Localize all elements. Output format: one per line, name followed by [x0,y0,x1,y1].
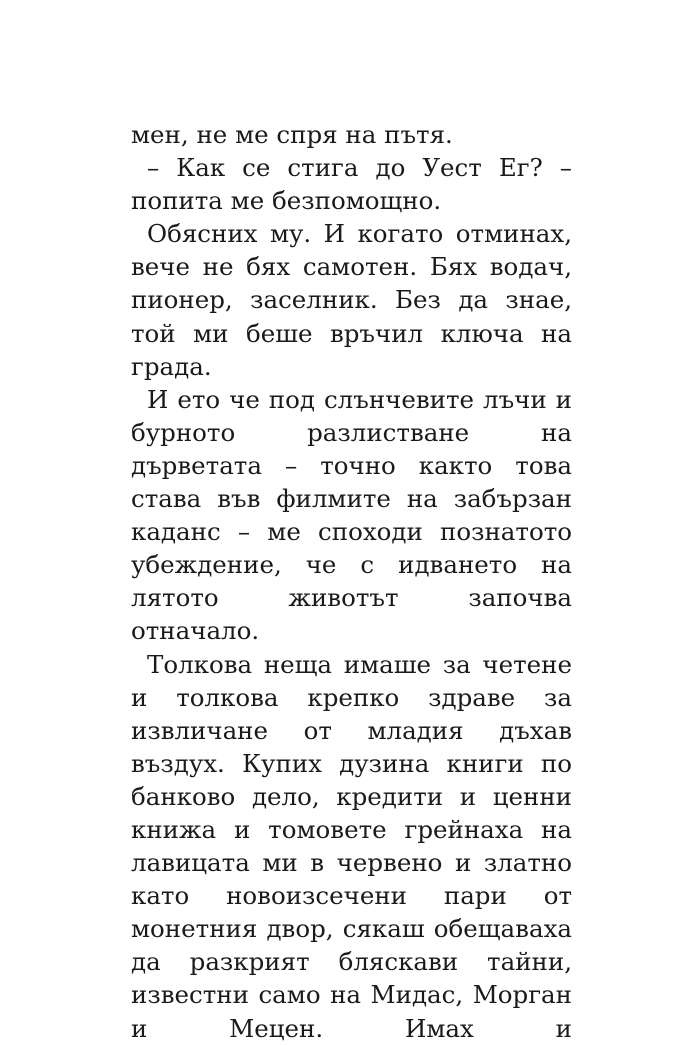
paragraph-summer: И ето че под слънчевите лъчи и бурното разлистване на дърветата – точно както това става във филмите на забързан каданс – ме споходи познатото убеждение, че с идването на лятото животът започва отначало. [131,384,572,646]
page-text [131,118,572,1045]
paragraph-dialogue: – Как се стига до Уест Ег? – попита ме безпомощно. [131,153,572,216]
paragraph-books: Толкова неща имаше за четене и толкова крепко здраве за извличане от младия дъхав въздух. Купих дузина книги по банково дело, кредити и ценни книжа и томовете грейнаха на лавицата ми в червено и златно като новоизсечени пари от монетния двор, сякаш обещаваха да разкрият бляскави тайни, известни само на Мидас, Морган и Мецен. Имах и [131,649,572,1043]
paragraph-explanation: Обясних му. И когато отминах, вече не бях самотен. Бях водач, пионер, заселник. Без да знае, той ми беше връчил ключа на града. [131,219,572,381]
paragraph-continuation: мен, не ме спря на пътя. [131,120,453,149]
